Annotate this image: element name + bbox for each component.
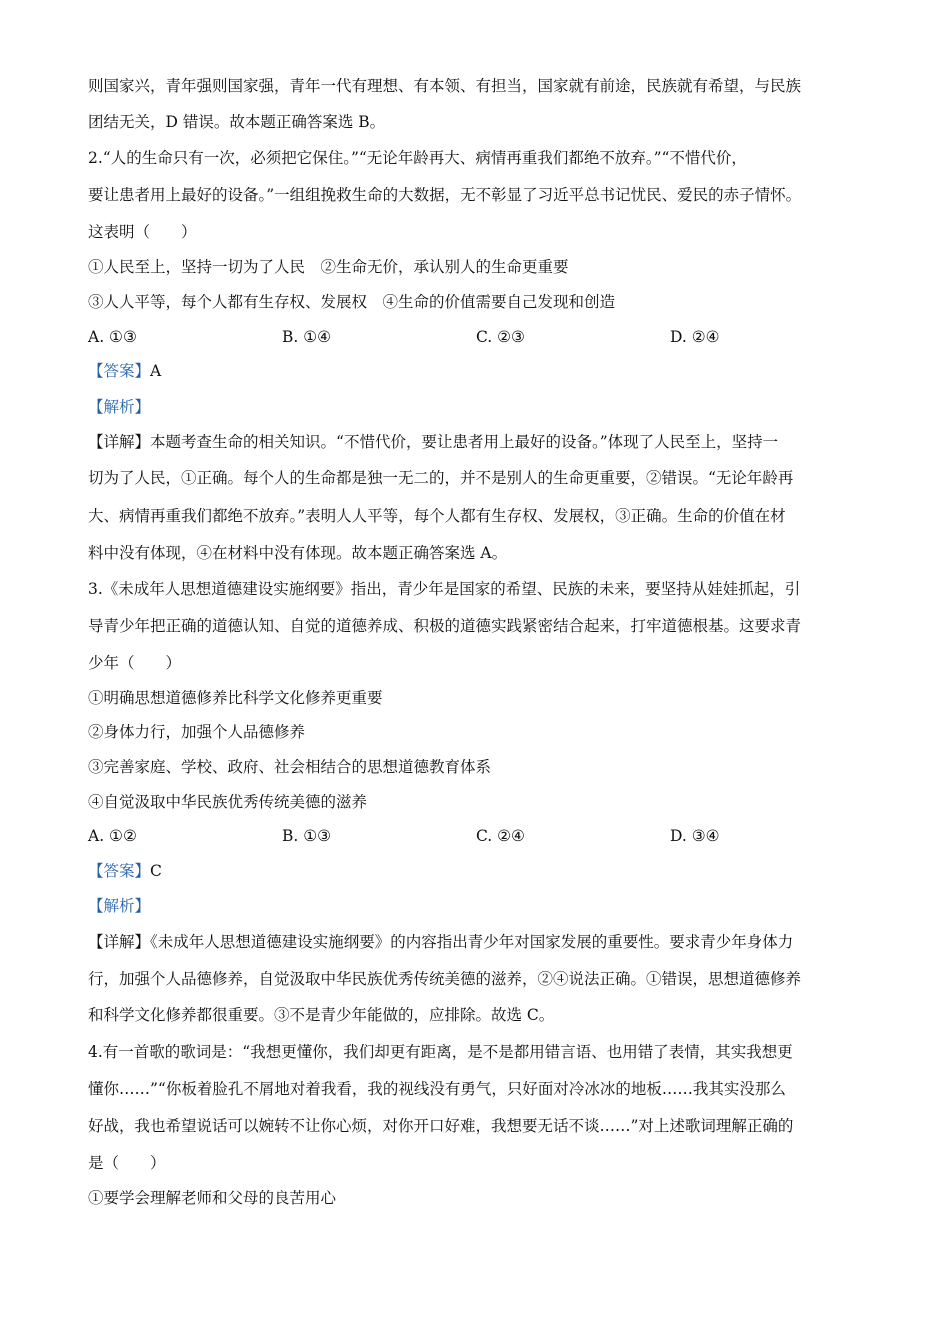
text-line: 则国家兴，青年强则国家强，青年一代有理想、有本领、有担当，国家就有前途，民族就有希望，与民族	[88, 77, 802, 95]
q2-detail-line: 切为了人民，①正确。每个人的生命都是独一无二的，并不是别人的生命更重要，②错误。“无论年龄再	[88, 469, 794, 487]
q3-stem-line: 少年（ ）	[88, 654, 182, 672]
q2-option-a: A. ①③	[88, 328, 137, 346]
q2-stem-line: 这表明（ ）	[88, 223, 197, 241]
q3-statement: ①明确思想道德修养比科学文化修养更重要	[88, 689, 383, 707]
q3-detail-line: 和科学文化修养都很重要。③不是青少年能做的，应排除。故选 C。	[88, 1006, 555, 1024]
analysis-tag: 【解析】	[88, 398, 151, 416]
q3-statement: ④自觉汲取中华民族优秀传统美德的滋养	[88, 793, 368, 811]
q2-answer	[88, 360, 161, 382]
q2-detail-line: 料中没有体现，④在材料中没有体现。故本题正确答案选 A。	[88, 544, 508, 562]
q2-analysis	[88, 396, 150, 418]
answer-tag: 【答案】	[88, 862, 151, 880]
answer-value: C	[150, 862, 162, 880]
text-line: 团结无关，D 错误。故本题正确答案选 B。	[88, 113, 386, 131]
q3-option-a: A. ①②	[88, 827, 137, 845]
analysis-tag: 【解析】	[88, 897, 151, 915]
q2-statement: ③人人平等，每个人都有生存权、发展权 ④生命的价值需要自己发现和创造	[88, 293, 616, 311]
q3-options	[88, 825, 848, 847]
q4-stem-line: 好战，我也希望说话可以婉转不让你心烦，对你开口好难，我想要无话不谈……”对上述歌词理解正确的	[88, 1117, 794, 1135]
q3-detail-line: 行，加强个人品德修养，自觉汲取中华民族优秀传统美德的滋养，②④说法正确。①错误，思想道德修养	[88, 970, 802, 988]
detail-text: 《未成年人思想道德建设实施纲要》的内容指出青少年对国家发展的重要性。要求青少年身体力	[150, 933, 794, 951]
q3-answer	[88, 860, 162, 882]
q2-statement: ①人民至上，坚持一切为了人民 ②生命无价，承认别人的生命更重要	[88, 258, 569, 276]
q3-analysis	[88, 895, 150, 917]
q2-option-c: C. ②③	[476, 328, 525, 346]
q3-option-b: B. ①③	[282, 827, 332, 845]
detail-tag: 【详解】	[88, 433, 151, 451]
detail-tag: 【详解】	[88, 933, 151, 951]
q3-statement: ②身体力行，加强个人品德修养	[88, 723, 306, 741]
q2-detail-line	[88, 431, 778, 453]
q4-statement: ①要学会理解老师和父母的良苦用心	[88, 1189, 337, 1207]
q4-stem-line: 懂你……”“你板着脸孔不屑地对着我看，我的视线没有勇气，只好面对冷冰冰的地板……我其实没那么	[88, 1080, 786, 1098]
q3-statement: ③完善家庭、学校、政府、社会相结合的思想道德教育体系	[88, 758, 492, 776]
q4-stem-line: 是（ ）	[88, 1154, 166, 1172]
q4-stem-line: 4.有一首歌的歌词是：“我想更懂你，我们却更有距离，是不是都用错言语、也用错了表情，其实我想更	[88, 1043, 793, 1061]
q2-option-b: B. ①④	[282, 328, 332, 346]
answer-tag: 【答案】	[88, 362, 151, 380]
q2-detail-line: 大、病情再重我们都绝不放弃。”表明人人平等，每个人都有生存权、发展权，③正确。生命的价值在材	[88, 507, 786, 525]
q3-stem-line: 导青少年把正确的道德认知、自觉的道德养成、积极的道德实践紧密结合起来，打牢道德根基。这要求青	[88, 617, 802, 635]
q3-option-c: C. ②④	[476, 827, 525, 845]
q2-stem-line: 要让患者用上最好的设备。”一组组挽救生命的大数据，无不彰显了习近平总书记忧民、爱民的赤子情怀。	[88, 186, 802, 204]
q2-options	[88, 326, 848, 348]
q2-stem-line: 2.“人的生命只有一次，必须把它保住。”“无论年龄再大、病情再重我们都绝不放弃。”“不惜代价，	[88, 149, 747, 167]
q3-option-d: D. ③④	[670, 827, 720, 845]
q3-detail-line	[88, 931, 793, 953]
q2-option-d: D. ②④	[670, 328, 720, 346]
detail-text: 本题考查生命的相关知识。“不惜代价，要让患者用上最好的设备。”体现了人民至上，坚持一	[150, 433, 779, 451]
q3-stem-line: 3.《未成年人思想道德建设实施纲要》指出，青少年是国家的希望、民族的未来，要坚持从娃娃抓起，引	[88, 580, 801, 598]
answer-value: A	[150, 362, 162, 380]
